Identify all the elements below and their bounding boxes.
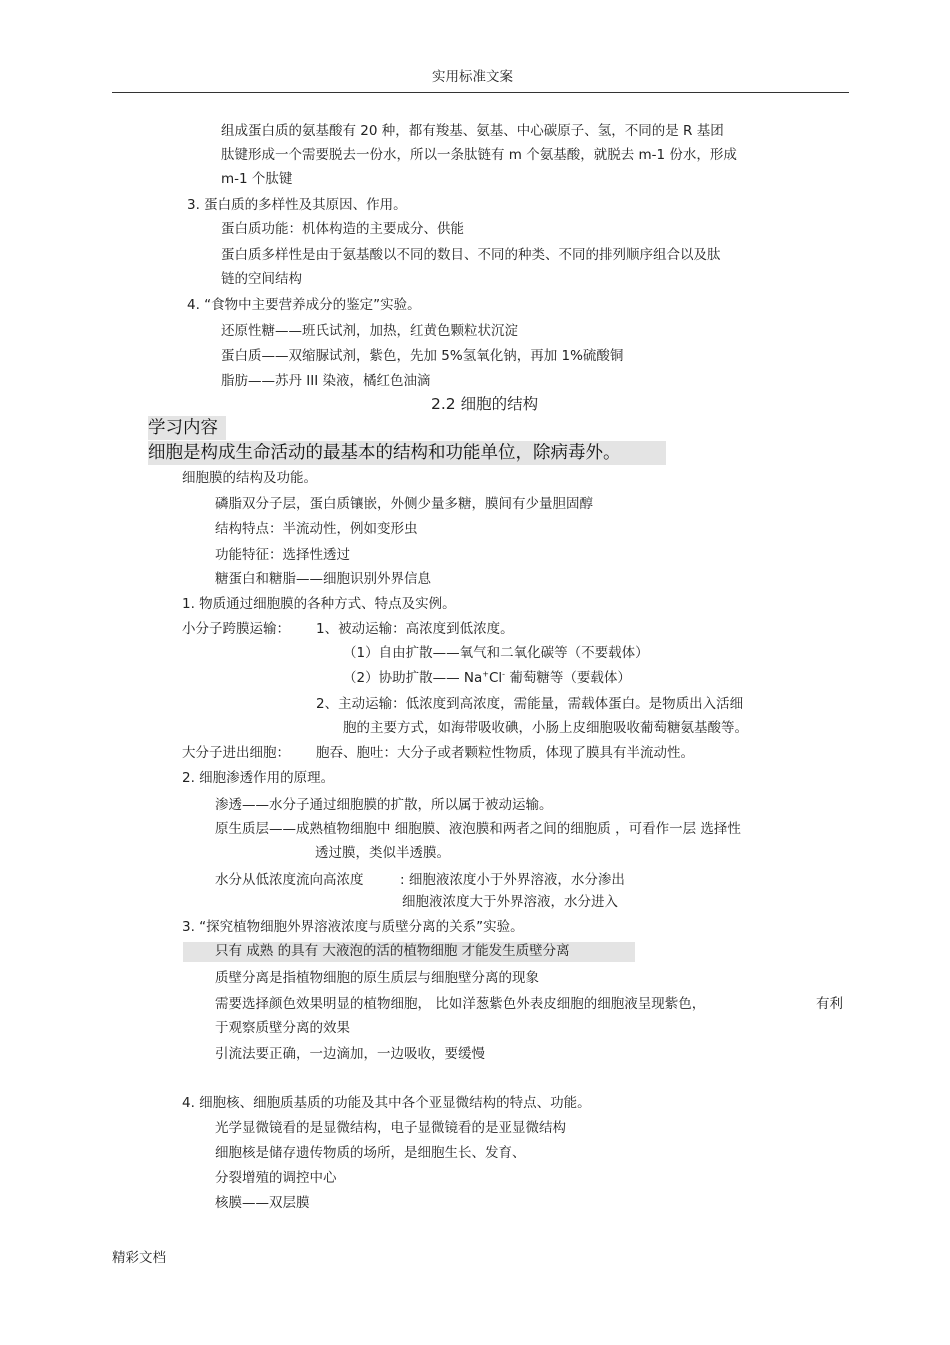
text-line: 结构特点：半流动性，例如变形虫 — [215, 521, 418, 537]
text-line: 组成蛋白质的氨基酸有 20 种，都有羧基、氨基、中心碳原子、氢，不同的是 R 基团 — [221, 123, 724, 139]
text-line: 链的空间结构 — [221, 271, 302, 287]
text-line: 透过膜，类似半透膜。 — [315, 845, 450, 861]
text-line-label: 小分子跨膜运输： — [182, 621, 290, 637]
text-line: 核膜——双层膜 — [215, 1195, 310, 1211]
text-line: 肽键形成一个需要脱去一份水，所以一条肽链有 m 个氨基酸，就脱去 m-1 份水，形成 — [221, 147, 737, 163]
text-line: 细胞液浓度大于外界溶液，水分进入 — [402, 894, 618, 910]
text-line: 有利 — [816, 996, 843, 1012]
text-line-label: 水分从低浓度流向高浓度 — [215, 872, 364, 888]
page-header-title: 实用标准文案 — [432, 69, 513, 85]
list-item-heading: 3. “探究植物细胞外界溶液浓度与质壁分离的关系”实验。 — [182, 919, 524, 935]
list-item-heading: 4. “食物中主要营养成分的鉴定”实验。 — [187, 297, 421, 313]
list-item-heading: 4. 细胞核、细胞质基质的功能及其中各个亚显微结构的特点、功能。 — [182, 1095, 591, 1111]
text-line: 光学显微镜看的是显微结构，电子显微镜看的是亚显微结构 — [215, 1120, 566, 1136]
text-line: （1）自由扩散——氧气和二氧化碳等（不要载体） — [343, 645, 649, 661]
header-rule — [112, 92, 849, 93]
text-line: 原生质层——成熟植物细胞中 细胞膜、液泡膜和两者之间的细胞质 ，可看作一层 选择性 — [215, 821, 741, 837]
section-title: 2.2 细胞的结构 — [431, 395, 539, 413]
text-line: 需要选择颜色效果明显的植物细胞， 比如洋葱紫色外表皮细胞的细胞液呈现紫色， — [215, 996, 706, 1012]
text-line: 脂肪——苏丹 III 染液，橘红色油滴 — [221, 373, 431, 389]
text-line-label: 大分子进出细胞： — [182, 745, 290, 761]
highlighted-statement: 只有 成熟 的具有 大液泡的活的植物细胞 才能发生质壁分离 — [183, 942, 635, 962]
text-line: 磷脂双分子层，蛋白质镶嵌，外侧少量多糖，膜间有少量胆固醇 — [215, 496, 593, 512]
text-line: 糖蛋白和糖脂——细胞识别外界信息 — [215, 571, 431, 587]
text-line: 胞的主要方式，如海带吸收碘，小肠上皮细胞吸收葡萄糖氨基酸等。 — [343, 720, 748, 736]
text-line: 蛋白质功能：机体构造的主要成分、供能 — [221, 221, 464, 237]
list-item-heading: 3. 蛋白质的多样性及其原因、作用。 — [187, 197, 407, 213]
text-line: 蛋白质多样性是由于氨基酸以不同的数目、不同的种类、不同的排列顺序组合以及肽 — [221, 247, 721, 263]
text-line: 渗透——水分子通过细胞膜的扩散，所以属于被动运输。 — [215, 797, 553, 813]
highlighted-statement: 细胞是构成生命活动的最基本的结构和功能单位，除病毒外。 — [148, 441, 666, 465]
text-line: 细胞膜的结构及功能。 — [182, 470, 317, 486]
text-line: （2）协助扩散—— Na+Cl- 葡萄糖等（要载体） — [343, 669, 631, 686]
text-line: 1、被动运输：高浓度到低浓度。 — [316, 621, 514, 637]
text-line: 质壁分离是指植物细胞的原生质层与细胞壁分离的现象 — [215, 970, 539, 986]
text-line: 还原性糖——班氏试剂，加热，红黄色颗粒状沉淀 — [221, 323, 518, 339]
text-line: 于观察质壁分离的效果 — [215, 1020, 350, 1036]
text-line: 分裂增殖的调控中心 — [215, 1170, 337, 1186]
text-line: : 细胞液浓度小于外界溶液，水分渗出 — [400, 872, 625, 888]
list-item-heading: 1. 物质通过细胞膜的各种方式、特点及实例。 — [182, 596, 456, 612]
page-footer-text: 精彩文档 — [112, 1250, 166, 1266]
text-line: 细胞核是储存遗传物质的场所，是细胞生长、发育、 — [215, 1145, 526, 1161]
text-line: m-1 个肽键 — [221, 171, 293, 187]
text-line: 功能特征：选择性透过 — [215, 547, 350, 563]
list-item-heading: 2. 细胞渗透作用的原理。 — [182, 770, 335, 786]
text-line: 引流法要正确，一边滴加，一边吸收，要缓慢 — [215, 1046, 485, 1062]
text-line: 胞吞、胞吐：大分子或者颗粒性物质，体现了膜具有半流动性。 — [316, 745, 694, 761]
study-content-label: 学习内容 — [148, 416, 226, 440]
text-line: 蛋白质——双缩脲试剂，紫色，先加 5%氢氧化钠，再加 1%硫酸铜 — [221, 348, 624, 364]
text-line: 2、主动运输：低浓度到高浓度，需能量，需载体蛋白。是物质出入活细 — [316, 696, 744, 712]
